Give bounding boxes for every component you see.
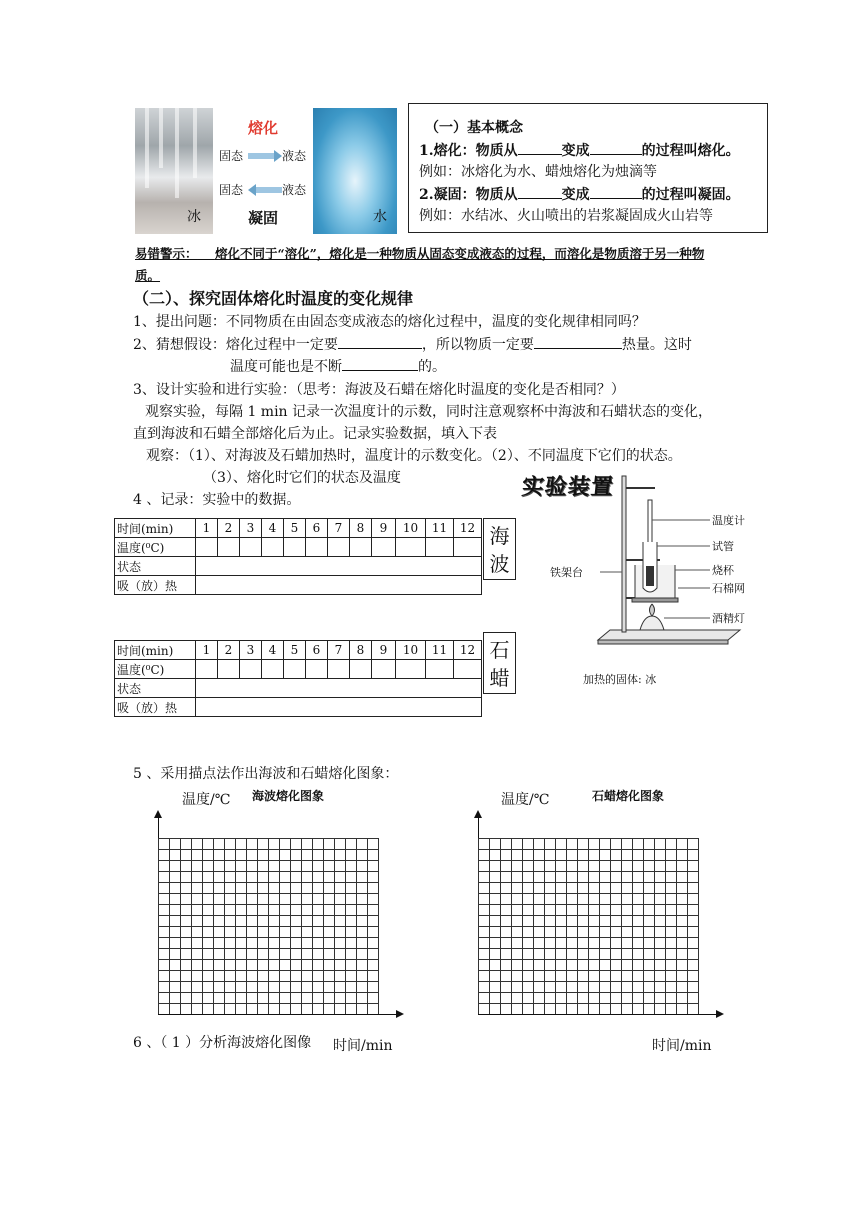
- question-4: 4 、记录：实验中的数据。: [133, 492, 301, 508]
- question-6: 6 、（ 1 ）分析海波熔化图像: [133, 1035, 312, 1051]
- observe-1: 观察：（1）、对海波及石蜡加热时，温度计的示数变化。（2）、不同温度下它们的状态。: [146, 448, 682, 464]
- label-stand: 铁架台: [550, 566, 583, 579]
- question-1: 1、提出问题：不同物质在由固态变成液态的熔化过程中，温度的变化规律相同吗？: [133, 314, 646, 330]
- ice-label: 冰: [187, 209, 201, 225]
- melt-solid: 固态: [219, 149, 244, 163]
- right-ylabel: 温度/℃: [501, 792, 550, 808]
- right-xlabel: 时间/min: [652, 1038, 712, 1054]
- haibo-label: 海 波: [483, 518, 516, 580]
- question-2: 2、猜想假设：熔化过程中一定要 ，所以物质一定要 热量。这时: [133, 334, 692, 355]
- apparatus-caption: 加热的固体: 冰: [583, 673, 657, 686]
- label-beaker: 烧杯: [712, 564, 734, 577]
- water-image: [313, 108, 397, 234]
- paragraph-1: 观察实验，每隔 1 min 记录一次温度计的示数，同时注意观察杯中海波和石蜡状态的变化，: [145, 404, 713, 420]
- left-ylabel: 温度/℃: [182, 792, 231, 808]
- apparatus-title: 实验装置: [520, 474, 616, 500]
- freeze-definition: 2.凝固：物质从 变成 的过程叫凝固。: [419, 184, 740, 205]
- concept-box: [408, 103, 768, 233]
- table-row: 温度(⁰C): [115, 660, 482, 679]
- melt-definition: 1.熔化：物质从 变成 的过程叫熔化。: [419, 140, 740, 161]
- haibo-table: [114, 518, 482, 595]
- table-row: 吸（放）热: [115, 698, 482, 717]
- label-gauze: 石棉网: [712, 582, 745, 595]
- label-thermometer: 温度计: [712, 514, 745, 527]
- freeze-example: 例如：水结冰、火山喷出的岩浆凝固成火山岩等: [419, 208, 713, 224]
- question-2-cont: 温度可能也是不断 的。: [230, 356, 446, 377]
- x-arrow-icon: [716, 1010, 724, 1018]
- label-lamp: 酒精灯: [712, 612, 745, 625]
- freeze-title: 凝固: [248, 209, 279, 227]
- water-label: 水: [373, 209, 387, 225]
- left-arrow-icon: [248, 184, 256, 196]
- melt-liquid: 液态: [282, 149, 307, 163]
- table-row: 温度(⁰C): [115, 538, 482, 557]
- ice-image: [135, 108, 213, 234]
- warning-line2: 质。: [135, 268, 161, 283]
- concept-heading: （一）基本概念: [425, 120, 523, 136]
- melt-title: 熔化: [248, 119, 279, 137]
- question-3: 3、设计实验和进行实验：（思考：海波及石蜡在熔化时温度的变化是否相同？）: [133, 382, 625, 398]
- freeze-liquid: 液态: [282, 183, 307, 197]
- section-title: （二）、探究固体熔化时温度的变化规律: [133, 289, 414, 308]
- table-row: 状态: [115, 557, 482, 576]
- observe-2: （3）、熔化时它们的状态及温度: [203, 470, 401, 486]
- right-arrow-icon: [274, 150, 282, 162]
- question-5: 5 、采用描点法作出海波和石蜡熔化图象：: [133, 766, 399, 782]
- table-row: 时间(min) 1 2 3 4 5 6 7 8 9 10 11 12: [115, 519, 482, 538]
- warning-line1: 易错警示： 熔化不同于“溶化”，熔化是一种物质从固态变成液态的过程，而溶化是物质溶于另一种物: [135, 246, 705, 261]
- shila-table: [114, 640, 482, 717]
- table-row: 状态: [115, 679, 482, 698]
- right-graph-title: 石蜡熔化图象: [592, 789, 665, 803]
- shila-label: 石 蜡: [483, 632, 516, 694]
- right-graph-grid: [478, 838, 699, 1015]
- table-row: 时间(min) 1 2 3 4 5 6 7 8 9 10 11 12: [115, 641, 482, 660]
- label-test-tube: 试管: [712, 540, 734, 553]
- paragraph-2: 直到海波和石蜡全部熔化后为止。记录实验数据，填入下表: [133, 426, 497, 442]
- freeze-solid: 固态: [219, 183, 244, 197]
- x-arrow-icon: [396, 1010, 404, 1018]
- left-xlabel: 时间/min: [333, 1038, 393, 1054]
- table-row: 吸（放）热: [115, 576, 482, 595]
- melt-example: 例如：冰熔化为水、蜡烛熔化为烛滴等: [419, 164, 657, 180]
- left-graph-title: 海波熔化图象: [252, 789, 325, 803]
- left-graph-grid: [158, 838, 379, 1015]
